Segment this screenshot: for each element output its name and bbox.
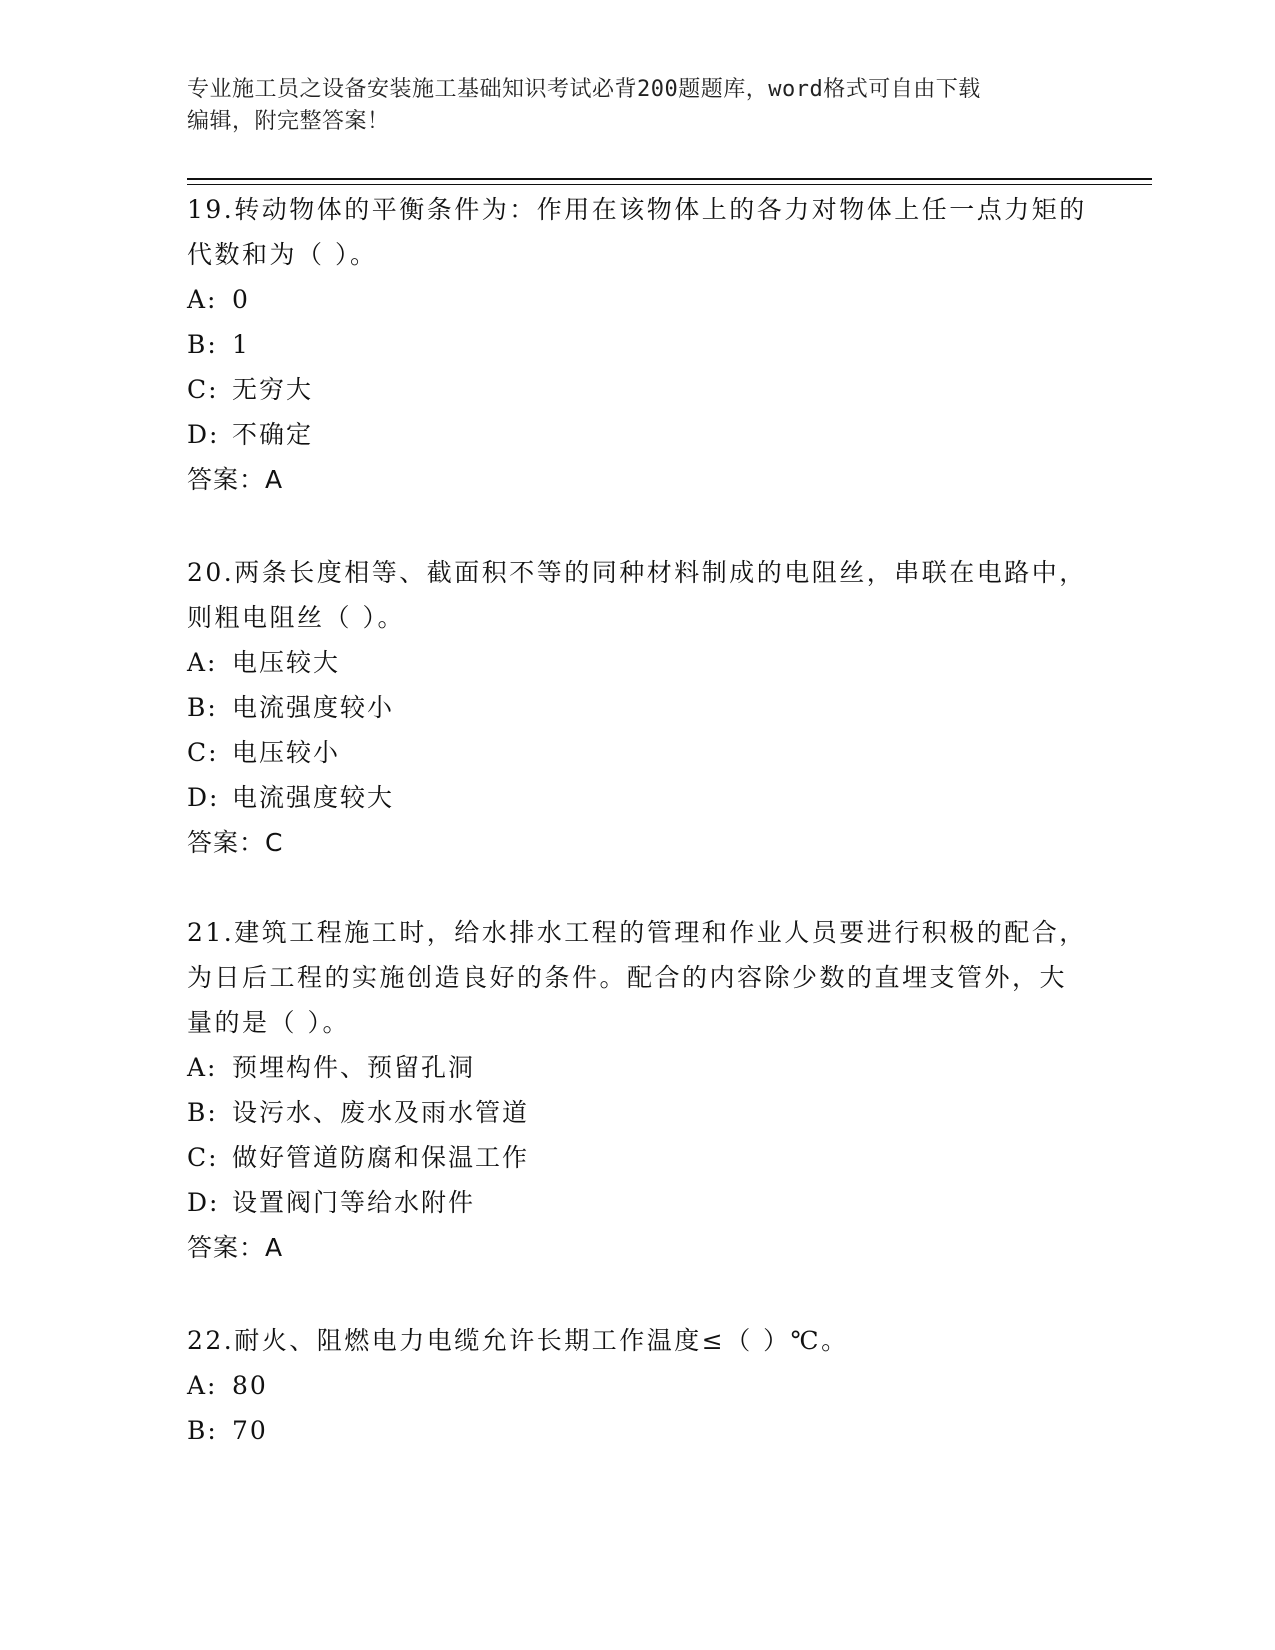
option-letter: D:	[187, 420, 220, 449]
option-text: 设置阀门等给水附件	[232, 1188, 476, 1217]
header-line-1: 专业施工员之设备安装施工基础知识考试必背200题题库，word格式可自由下载	[187, 77, 981, 102]
option-letter: D:	[187, 783, 220, 812]
option-letter: A:	[187, 285, 218, 314]
option-c	[187, 367, 1087, 412]
question-21	[187, 910, 1087, 1270]
option-text: 电流强度较小	[232, 693, 395, 722]
option-text: 预埋构件、预留孔洞	[232, 1053, 476, 1082]
header-divider-thick	[187, 178, 1152, 180]
option-letter: A:	[187, 648, 218, 677]
answer-line: 答案：A	[187, 465, 284, 494]
option-a	[187, 277, 1087, 322]
question-19	[187, 187, 1087, 502]
option-b	[187, 685, 1087, 730]
option-letter: B:	[187, 1416, 218, 1445]
header-line-2: 编辑，附完整答案！	[187, 109, 390, 134]
option-letter: B:	[187, 330, 218, 359]
option-text: 电压较小	[232, 738, 341, 767]
option-text: 70	[232, 1416, 268, 1445]
option-c	[187, 730, 1087, 775]
option-letter: B:	[187, 1098, 218, 1127]
option-d	[187, 775, 1087, 820]
question-22	[187, 1318, 1087, 1453]
option-letter: C:	[187, 738, 219, 767]
document-header	[187, 74, 1067, 138]
option-c	[187, 1135, 1087, 1180]
option-d	[187, 1180, 1087, 1225]
option-text: 无穷大	[232, 375, 314, 404]
option-text: 电压较大	[232, 648, 341, 677]
option-letter: B:	[187, 693, 218, 722]
question-text: 20.两条长度相等、截面积不等的同种材料制成的电阻丝，串联在电路中，则粗电阻丝（ ）。	[187, 558, 1087, 632]
option-a	[187, 1363, 1087, 1408]
question-20	[187, 550, 1087, 865]
option-letter: C:	[187, 375, 219, 404]
option-b	[187, 322, 1087, 367]
option-text: 0	[232, 285, 250, 314]
option-text: 电流强度较大	[232, 783, 395, 812]
option-b	[187, 1090, 1087, 1135]
option-a	[187, 640, 1087, 685]
question-text: 22.耐火、阻燃电力电缆允许长期工作温度≤（ ）℃。	[187, 1326, 849, 1355]
option-letter: A:	[187, 1053, 218, 1082]
header-divider-thin	[187, 184, 1152, 185]
option-text: 不确定	[232, 420, 314, 449]
option-letter: A:	[187, 1371, 218, 1400]
option-b	[187, 1408, 1087, 1453]
option-d	[187, 412, 1087, 457]
option-letter: D:	[187, 1188, 220, 1217]
question-text: 19.转动物体的平衡条件为：作用在该物体上的各力对物体上任一点力矩的代数和为（ ）。	[187, 195, 1087, 269]
option-text: 设污水、废水及雨水管道	[232, 1098, 530, 1127]
option-a	[187, 1045, 1087, 1090]
option-text: 做好管道防腐和保温工作	[232, 1143, 530, 1172]
answer-line: 答案：C	[187, 828, 284, 857]
option-letter: C:	[187, 1143, 219, 1172]
question-text: 21.建筑工程施工时，给水排水工程的管理和作业人员要进行积极的配合，为日后工程的实施创造良好的条件。配合的内容除少数的直埋支管外，大量的是（ ）。	[187, 918, 1087, 1037]
option-text: 1	[232, 330, 250, 359]
answer-line: 答案：A	[187, 1233, 284, 1262]
option-text: 80	[232, 1371, 268, 1400]
